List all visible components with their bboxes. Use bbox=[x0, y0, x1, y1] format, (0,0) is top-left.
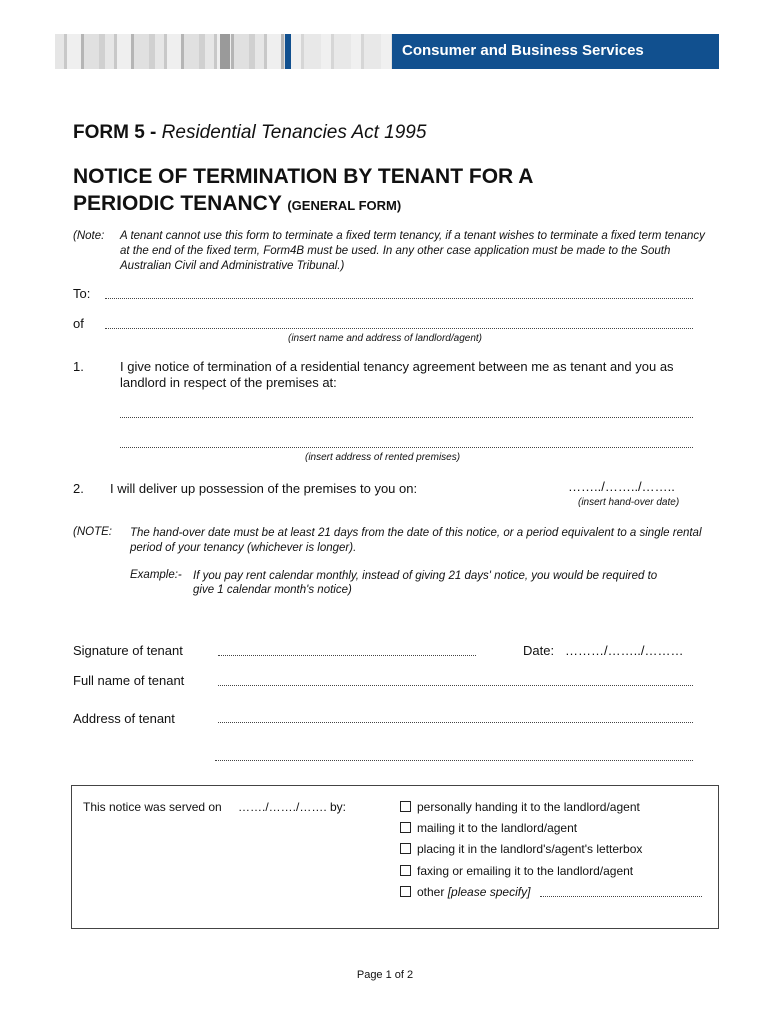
to-label: To: bbox=[73, 286, 91, 301]
title-suffix: (GENERAL FORM) bbox=[287, 198, 402, 213]
checkbox[interactable] bbox=[400, 822, 411, 833]
note2-label: (NOTE: bbox=[73, 526, 112, 538]
example-label: Example:- bbox=[130, 569, 182, 581]
option-label: personally handing it to the landlord/agent bbox=[417, 800, 640, 814]
note-text: A tenant cannot use this form to terminate a fixed term tenancy, if a tenant wishes to terminate a fixed term tenancy at the end of the fixed term, Form4B must be used. In any other case application must be made to the South Australian Civil and Administrative Tribunal.) bbox=[120, 230, 705, 272]
page-number: Page 1 of 2 bbox=[356, 969, 414, 981]
title-line bbox=[73, 190, 533, 219]
address-field-1[interactable] bbox=[218, 722, 693, 723]
signature-label: Signature of tenant bbox=[73, 643, 183, 658]
premises-field-2[interactable] bbox=[120, 447, 693, 448]
item2-number: 2. bbox=[73, 481, 84, 496]
of-label: of bbox=[73, 316, 84, 331]
checkbox[interactable] bbox=[400, 865, 411, 876]
option-label: placing it in the landlord's/agent's letterbox bbox=[417, 842, 643, 856]
form-heading bbox=[73, 122, 426, 144]
option-label: faxing or emailing it to the landlord/agent bbox=[417, 864, 634, 878]
served-option[interactable] bbox=[400, 885, 530, 899]
served-label: This notice was served on bbox=[83, 800, 222, 814]
note2-text: The hand-over date must be at least 21 days from the date of this notice, or a period equivalent to a single rental period of your tenancy (whichever is longer). bbox=[130, 527, 702, 554]
served-option[interactable] bbox=[400, 821, 577, 835]
note-label: (Note: bbox=[73, 230, 105, 242]
to-field[interactable] bbox=[105, 298, 693, 299]
example-text: If you pay rent calendar monthly, instead of giving 21 days' notice, you would be required to give 1 calendar month's notice) bbox=[193, 570, 658, 596]
form-number: FORM 5 - bbox=[73, 122, 162, 143]
act-name: Residential Tenancies Act 1995 bbox=[161, 122, 427, 143]
checkbox[interactable] bbox=[400, 801, 411, 812]
premises-field-1[interactable] bbox=[120, 417, 693, 418]
option-specify: [please specify] bbox=[447, 885, 531, 899]
logo-stripes bbox=[291, 34, 391, 69]
address-label: Address of tenant bbox=[73, 711, 175, 726]
served-option[interactable] bbox=[400, 864, 633, 878]
handover-date-hint: (insert hand-over date) bbox=[578, 497, 680, 508]
option-label: other bbox=[417, 885, 445, 899]
option-label: mailing it to the landlord/agent bbox=[417, 821, 578, 835]
item1-text: I give notice of termination of a residential tenancy agreement between me as tenant and you as landlord in respect of the premises at: bbox=[120, 359, 674, 390]
address-field-2[interactable] bbox=[215, 760, 693, 761]
handover-date-field[interactable]: ……../……../…….. bbox=[568, 479, 675, 494]
checkbox[interactable] bbox=[400, 843, 411, 854]
logo-stripe bbox=[220, 34, 230, 69]
brand-banner: Consumer and Business Services bbox=[392, 34, 719, 69]
item1-number: 1. bbox=[73, 359, 84, 374]
fullname-label: Full name of tenant bbox=[73, 673, 185, 688]
premises-hint: (insert address of rented premises) bbox=[305, 452, 461, 463]
checkbox[interactable] bbox=[400, 886, 411, 897]
title-line: NOTICE OF TERMINATION BY TENANT FOR A bbox=[73, 165, 534, 188]
signature-date-field[interactable]: ………/……../……… bbox=[565, 643, 684, 658]
signature-field[interactable] bbox=[218, 655, 476, 656]
served-option[interactable] bbox=[400, 800, 640, 814]
of-field[interactable] bbox=[105, 328, 693, 329]
date-label: Date: bbox=[523, 643, 555, 658]
fullname-field[interactable] bbox=[218, 685, 693, 686]
page-title bbox=[73, 163, 533, 219]
landlord-hint: (insert name and address of landlord/agent) bbox=[287, 333, 482, 344]
item2-text: I will deliver up possession of the premises to you on: bbox=[110, 481, 418, 496]
served-option[interactable] bbox=[400, 842, 642, 856]
title-text: PERIODIC TENANCY bbox=[73, 192, 282, 215]
other-specify-field[interactable] bbox=[540, 896, 702, 897]
served-date-field[interactable]: ……./……./……. by: bbox=[238, 800, 347, 814]
